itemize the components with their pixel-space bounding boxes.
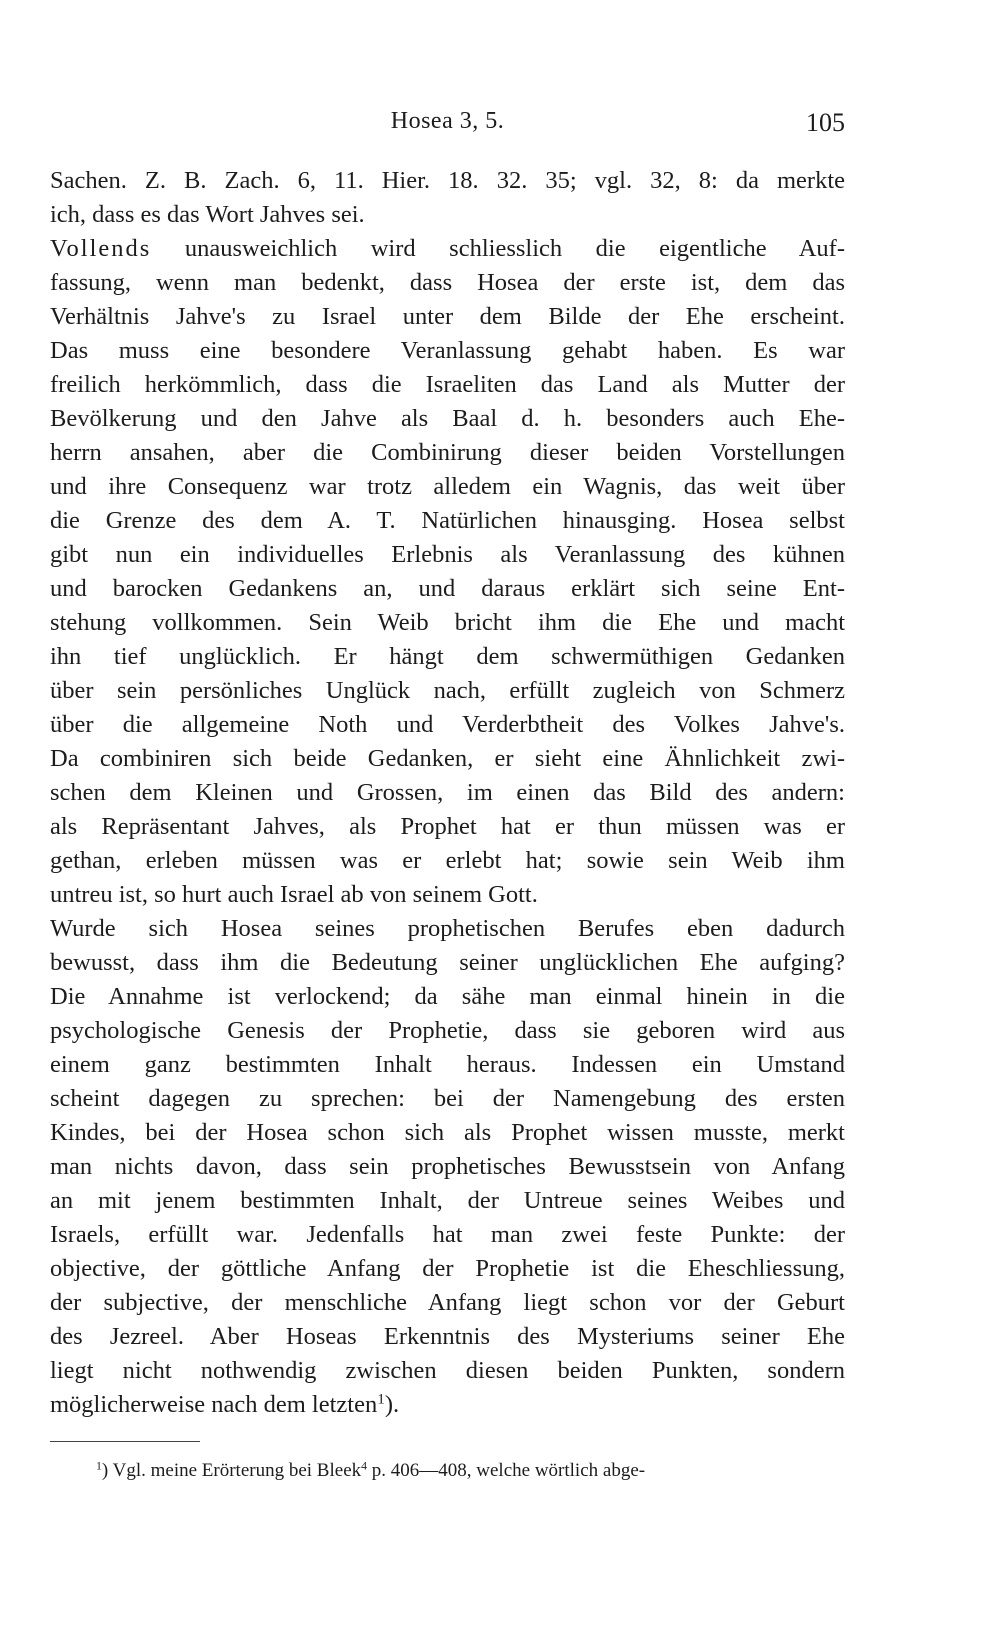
text-line: [50, 1218, 845, 1252]
footnote-text-after: p. 406—408, welche wörtlich abge-: [367, 1460, 646, 1481]
text-line: [50, 606, 845, 640]
text-line: [50, 1354, 845, 1388]
line-text: Verhältnis Jahve's zu Israel unter dem Bilde der Ehe erscheint.: [50, 303, 845, 330]
text-line: [50, 300, 845, 334]
text-line: [50, 1048, 845, 1082]
line-text: objective, der göttliche Anfang der Prophetie ist die Eheschliessung,: [50, 1255, 845, 1282]
text-line: [50, 640, 845, 674]
line-text: Israels, erfüllt war. Jedenfalls hat man zwei feste Punkte: der: [50, 1221, 845, 1248]
line-text: unausweichlich wird schliesslich die eigentliche Auf-: [151, 235, 845, 262]
text-line: [50, 1150, 845, 1184]
footnote-text-before: Vgl. meine Erörterung bei Bleek: [108, 1460, 362, 1481]
running-title: Hosea 3, 5.: [390, 108, 505, 134]
body-text: [50, 164, 845, 1422]
text-line: [50, 368, 845, 402]
line-text: ihn tief unglücklich. Er hängt dem schwermüthigen Gedanken: [50, 643, 845, 670]
line-text: gibt nun ein individuelles Erlebnis als Veranlassung des kühnen: [50, 541, 845, 568]
spaced-lead-word: Vollends: [50, 235, 152, 262]
line-text: scheint dagegen zu sprechen: bei der Namengebung des ersten: [50, 1085, 845, 1112]
text-line: [50, 572, 845, 606]
line-text: stehung vollkommen. Sein Weib bricht ihm die Ehe und macht: [50, 609, 845, 636]
footnote-mark-close: ): [101, 1460, 109, 1481]
line-text: liegt nicht nothwendig zwischen diesen beiden Punkten, sondern: [50, 1357, 845, 1384]
footnote-rule: [50, 1441, 200, 1442]
running-head: [50, 108, 845, 144]
line-text: und barocken Gedankens an, und daraus erklärt sich seine Ent-: [50, 575, 845, 602]
line-text: freilich herkömmlich, dass die Israeliten das Land als Mutter der: [50, 371, 845, 398]
text-line: [50, 1286, 845, 1320]
text-line: [50, 232, 845, 266]
line-text: des Jezreel. Aber Hoseas Erkenntnis des Mysteriums seiner Ehe: [50, 1323, 845, 1350]
text-line: [50, 708, 845, 742]
line-text: fassung, wenn man bedenkt, dass Hosea der erste ist, dem das: [50, 269, 845, 296]
text-line: [50, 1014, 845, 1048]
line-text: über die allgemeine Noth und Verderbtheit des Volkes Jahve's.: [50, 711, 845, 738]
text-line: [50, 1116, 845, 1150]
line-text: an mit jenem bestimmten Inhalt, der Untreue seines Weibes und: [50, 1187, 845, 1214]
text-line: [50, 198, 845, 232]
line-text: ich, dass es das Wort Jahves sei.: [50, 201, 365, 228]
text-line: [50, 538, 845, 572]
text-line: [50, 164, 845, 198]
line-text: einem ganz bestimmten Inhalt heraus. Indessen ein Umstand: [50, 1051, 845, 1078]
text-line: [50, 334, 845, 368]
text-line: [50, 980, 845, 1014]
footnote-edition-superscript: 4: [361, 1459, 368, 1473]
text-line: [50, 436, 845, 470]
page-number: 105: [806, 108, 845, 137]
line-text: über sein persönliches Unglück nach, erfüllt zugleich von Schmerz: [50, 677, 845, 704]
text-line: [50, 844, 845, 878]
line-text: man nichts davon, dass sein prophetisches Bewusstsein von Anfang: [50, 1153, 845, 1180]
line-text: als Repräsentant Jahves, als Prophet hat er thun müssen was er: [50, 813, 845, 840]
line-text: gethan, erleben müssen was er erlebt hat; sowie sein Weib ihm: [50, 847, 845, 874]
line-text: bewusst, dass ihm die Bedeutung seiner unglücklichen Ehe aufging?: [50, 949, 845, 976]
text-line: [50, 1082, 845, 1116]
line-text: Die Annahme ist verlockend; da sähe man einmal hinein in die: [50, 983, 845, 1010]
text-line: [50, 1320, 845, 1354]
line-text: untreu ist, so hurt auch Israel ab von seinem Gott.: [50, 881, 538, 908]
line-text: Sachen. Z. B. Zach. 6, 11. Hier. 18. 32. 35; vgl. 32, 8: da merkte: [50, 167, 845, 194]
text-line: [50, 776, 845, 810]
text-line: [50, 674, 845, 708]
line-tail: ).: [384, 1391, 400, 1418]
line-text: die Grenze des dem A. T. Natürlichen hinausging. Hosea selbst: [50, 507, 845, 534]
text-line: [50, 742, 845, 776]
footnote-ref: 1: [377, 1390, 385, 1408]
line-text: und ihre Consequenz war trotz alledem ein Wagnis, das weit über: [50, 473, 845, 500]
text-line: [50, 1388, 845, 1422]
line-text: Kindes, bei der Hosea schon sich als Prophet wissen musste, merkt: [50, 1119, 845, 1146]
line-text: Das muss eine besondere Veranlassung gehabt haben. Es war: [50, 337, 845, 364]
line-text: Bevölkerung und den Jahve als Baal d. h. besonders auch Ehe-: [50, 405, 845, 432]
text-line: [50, 504, 845, 538]
line-text: möglicherweise nach dem letzten: [50, 1391, 378, 1418]
text-line: [50, 946, 845, 980]
text-line: [50, 1252, 845, 1286]
line-text: psychologische Genesis der Prophetie, dass sie geboren wird aus: [50, 1017, 845, 1044]
line-text: herrn ansahen, aber die Combinirung dieser beiden Vorstellungen: [50, 439, 845, 466]
text-line: [50, 1184, 845, 1218]
line-text: der subjective, der menschliche Anfang liegt schon vor der Geburt: [50, 1289, 845, 1316]
line-text: Wurde sich Hosea seines prophetischen Berufes eben dadurch: [50, 915, 845, 942]
text-line: [50, 266, 845, 300]
text-line: [50, 402, 845, 436]
footnote: [50, 1458, 845, 1484]
line-text: Da combiniren sich beide Gedanken, er sieht eine Ähnlichkeit zwi-: [50, 745, 845, 772]
line-text: schen dem Kleinen und Grossen, im einen das Bild des andern:: [50, 779, 845, 806]
text-line: [50, 912, 845, 946]
footnote-mark: 1: [96, 1459, 102, 1473]
text-line: [50, 810, 845, 844]
text-line: [50, 878, 845, 912]
text-line: [50, 470, 845, 504]
